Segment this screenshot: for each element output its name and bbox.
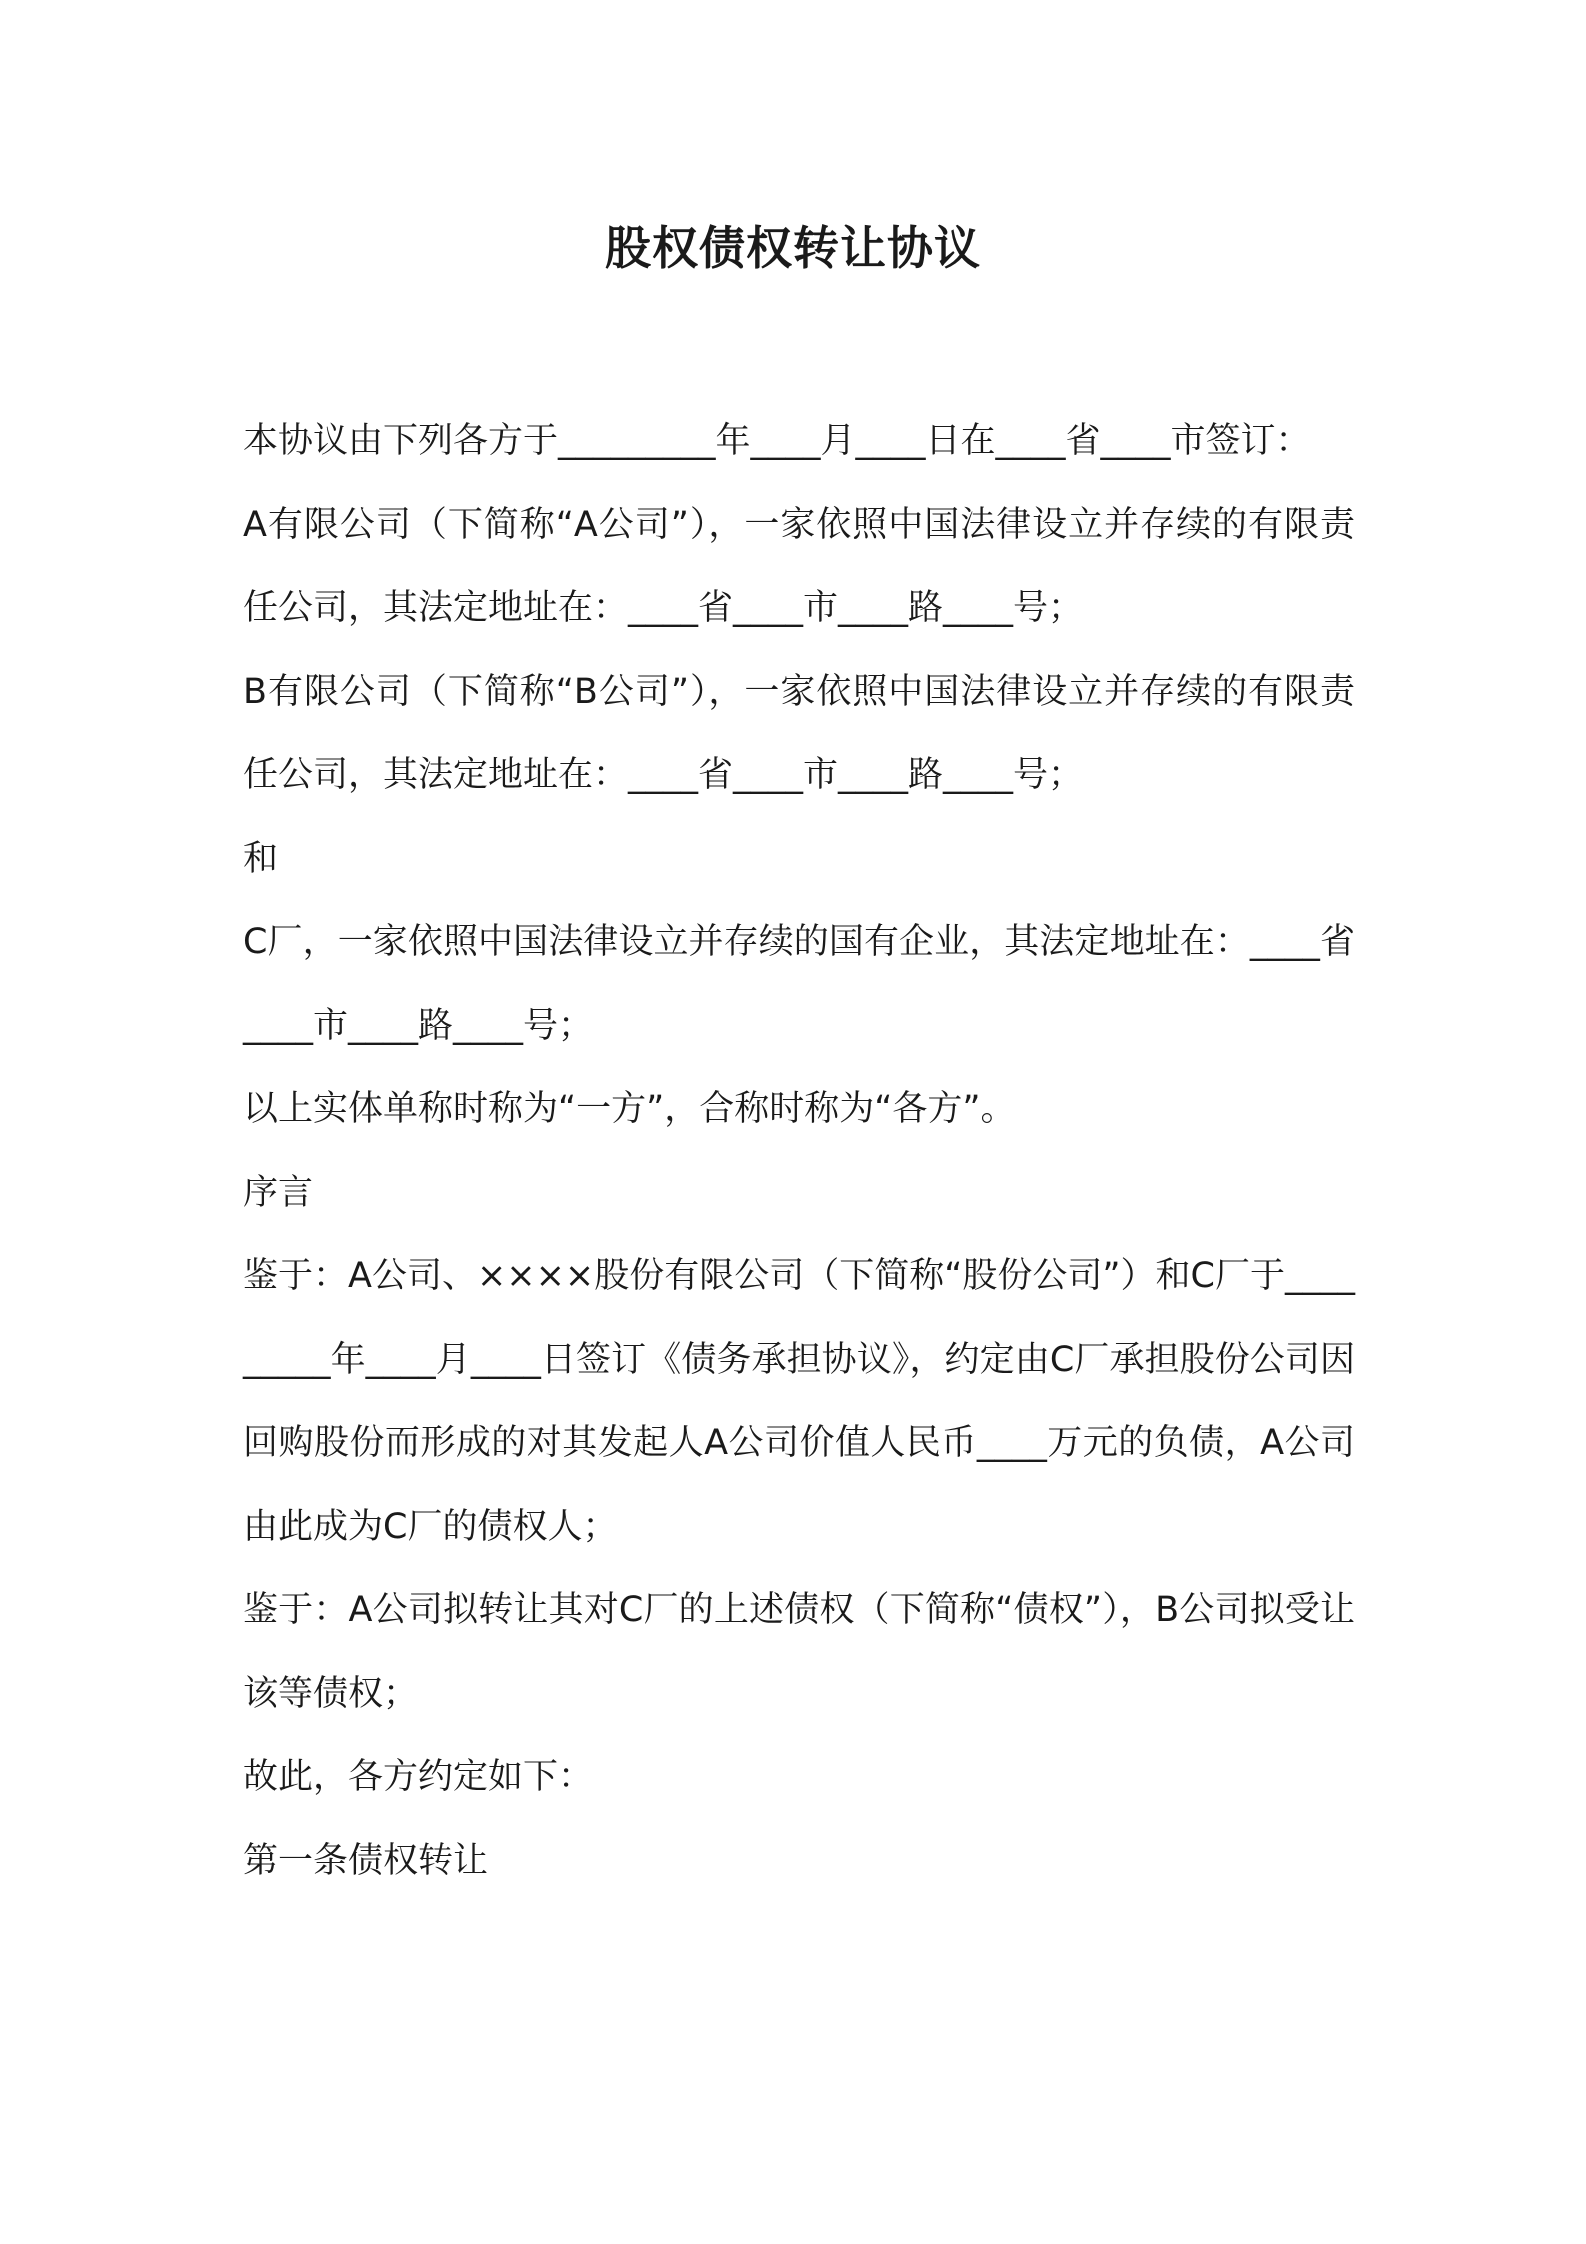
conjunction-and: 和	[243, 838, 279, 879]
agreement-statement: 故此，各方约定如下：	[243, 1757, 594, 1797]
article-one-heading: 第一条债权转让	[243, 1840, 489, 1881]
preamble-heading: 序言	[243, 1172, 314, 1213]
document-body	[243, 400, 1355, 1903]
recital-debt-transfer: 鉴于：A公司拟转让其对C厂的上述债权（下简称“债权”），B公司拟受让该等债权；	[243, 1590, 1355, 1714]
party-c-description: C厂，一家依照中国法律设立并存续的国有企业，其法定地址在：____省____市____路____号；	[243, 922, 1355, 1046]
document-title: 股权债权转让协议	[605, 221, 981, 275]
party-definitions: 以上实体单称时称为“一方”，合称时称为“各方”。	[243, 1089, 1016, 1129]
party-a-description: A有限公司（下简称“A公司”），一家依照中国法律设立并存续的有限责任公司，其法定地址在：____省____市____路____号；	[243, 504, 1355, 628]
signing-date-clause: 本协议由下列各方于_________年____月____日在____省____市签订：	[243, 421, 1311, 461]
party-b-description: B有限公司（下简称“B公司”），一家依照中国法律设立并存续的有限责任公司，其法定地址在：____省____市____路____号；	[243, 671, 1355, 795]
recital-debt-assumption: 鉴于：A公司、××××股份有限公司（下简称“股份公司”）和C厂于_________年____月____日签订《债务承担协议》，约定由C厂承担股份公司因回购股份而形成的对其发起人A公司价值人民币____万元的负债，A公司由此成为C厂的债权人；	[243, 1256, 1355, 1547]
